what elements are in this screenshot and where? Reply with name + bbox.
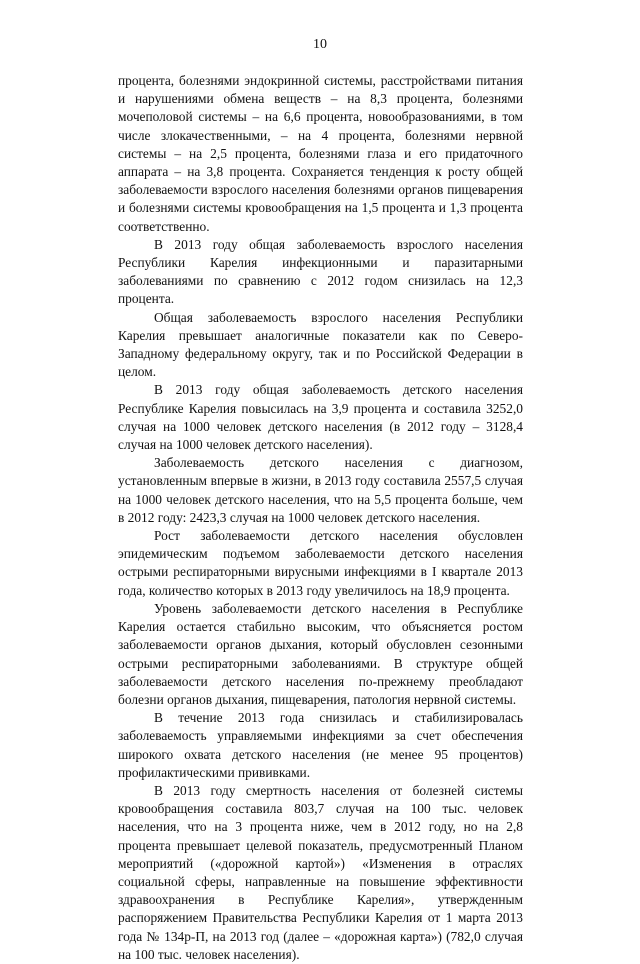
paragraph: В течение 2013 года снизилась и стабилизировалась заболеваемость управляемыми инфекциями за счет обеспечения широкого охвата детского населения (не менее 95 процентов) профилактическими прививками. [118, 710, 523, 780]
paragraph: процента, болезнями эндокринной системы, расстройствами питания и нарушениями обмена веществ – на 8,3 процента, болезнями мочеполовой системы – на 6,6 процента, новообразованиями, в том числе злокачественными, – на 4 процента, болезнями нервной системы – на 2,5 процента, болезнями глаза и его придаточного аппарата – на 3,8 процента. Сохраняется тенденция к росту общей заболеваемости взрослого населения болезнями органов пищеварения и болезнями системы кровообращения на 1,5 процента и 1,3 процента соответственно. [118, 73, 523, 234]
paragraph: Общая заболеваемость взрослого населения Республики Карелия превышает аналогичные показатели как по Северо-Западному федеральному округу, так и по Российской Федерации в целом. [118, 309, 523, 380]
paragraph: Рост заболеваемости детского населения обусловлен эпидемическим подъемом заболеваемости детского населения острыми респираторными вирусными инфекциями в I квартале 2013 года, количество которых в 2013 году увеличилось на 18,9 процента. [118, 528, 523, 598]
paragraph: Заболеваемость детского населения с диагнозом, установленным впервые в жизни, в 2013 году составила 2557,5 случая на 1000 человек детского населения, что на 5,5 процента больше, чем в 2012 году: 2423,3 случая на 1000 человек детского населения. [118, 455, 523, 525]
paragraph: Уровень заболеваемости детского населения в Республике Карелия остается стабильно высоким, что объясняется ростом заболеваемости органов дыхания, который обусловлен сезонными острыми респираторными заболеваниями. В структуре общей заболеваемости детского населения по-прежнему преобладают болезни органов дыхания, пищеварения, патология нервной системы. [118, 600, 523, 707]
body-text [118, 72, 523, 964]
paragraph: В 2013 году смертность населения от болезней системы кровообращения составила 803,7 случая на 100 тыс. человек населения, что на 3 процента ниже, чем в 2012 году, но на 2,8 процента превышает целевой показатель, предусмотренный Планом мероприятий («дорожной картой») «Изменения в отраслях социальной сферы, направленные на повышение эффективности здравоохранения в Республике Карелия», утвержденным распоряжением Правительства Республики Карелия от 1 марта 2013 года № 134р-П, на 2013 год (далее – «дорожная карта») (782,0 случая на 100 тыс. человек населения). [118, 782, 523, 962]
paragraph: В 2013 году общая заболеваемость детского населения Республике Карелия повысилась на 3,9 процента и составила 3252,0 случая на 1000 человек детского населения (в 2012 году – 3128,4 случая на 1000 человек детского населения). [118, 382, 523, 453]
paragraph: В 2013 году общая заболеваемость взрослого населения Республики Карелия инфекционными и паразитарными заболеваниями по сравнению с 2012 годом снизилась на 12,3 процента. [118, 236, 523, 307]
page-number: 10 [313, 37, 327, 52]
